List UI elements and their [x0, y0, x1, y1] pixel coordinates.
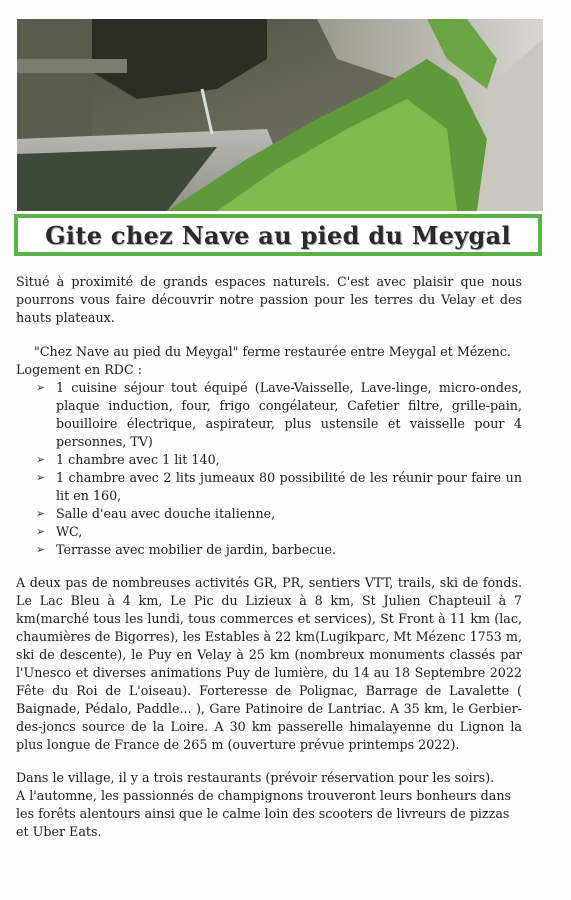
- list-item: ➢ WC,: [36, 524, 83, 539]
- header-photo: [17, 19, 543, 211]
- list-item: ➢ 1 cuisine séjour tout équipé (Lave-Vaisselle, Lave-linge, micro-ondes, plaque induction, four, frigo congélateur, Cafetier filtre, grille-pain, bouilloire électrique, aspirateur, plus ustensile et vaisselle pour 4 personnes, TV): [36, 380, 522, 449]
- list-item: ➢ Terrasse avec mobilier de jardin, barbecue.: [36, 542, 337, 557]
- list-item: ➢ 1 chambre avec 2 lits jumeaux 80 possibilité de les réunir pour faire un lit en 160,: [36, 470, 522, 503]
- village-line-champignons: A l'automne, les passionnés de champignons trouveront leurs bonheurs dans les forêts alentours ainsi que le calme loin des scooters de livreurs de pizzas et Uber Eats.: [16, 788, 512, 839]
- list-item: ➢ 1 chambre avec 1 lit 140,: [36, 452, 220, 467]
- fountain-photo-illustration: [17, 19, 543, 211]
- arrow-bullet-icon: ➢: [36, 543, 46, 556]
- logement-label: Logement en RDC :: [16, 362, 142, 377]
- village-line-restaurants: Dans le village, il y a trois restaurants (prévoir réservation pour les soirs).: [16, 770, 495, 785]
- arrow-bullet-icon: ➢: [36, 471, 46, 484]
- intro-paragraph: Situé à proximité de grands espaces naturels. C'est avec plaisir que nous pourrons vous faire découvrir notre passion pour les terres du Velay et des hauts plateaux.: [16, 274, 522, 325]
- arrow-bullet-icon: ➢: [36, 507, 46, 520]
- arrow-bullet-icon: ➢: [36, 381, 46, 394]
- logement-list: [16, 379, 522, 559]
- activites-paragraph: A deux pas de nombreuses activités GR, PR, sentiers VTT, trails, ski de fonds. Le Lac Bleu à 4 km, Le Pic du Lizieux à 8 km, St Julien Chapteuil à 7 km(marché tous les lundi, tous commerces et services), St Front à 11 km (lac, chaumières de Bigorres), les Estables à 22 km(Lugikparc, Mt Mézenc 1753 m, ski de descente), le Puy en Velay à 25 km (nombreux monuments classés par l'Unesco et diverses animations Puy de lumière, du 14 au 18 Septembre 2022 Fête du Roi de L'oiseau). Forteresse de Polignac, Barrage de Lavalette ( Baignade, Pédalo, Paddle... ), Gare Patinoire de Lantriac. A 35 km, le Gerbier-des-joncs source de la Loire. A 30 km passerelle himalayenne du Lignon la plus longue de France de 265 m (ouverture prévue printemps 2022).: [16, 575, 522, 752]
- village-paragraph: [16, 769, 522, 841]
- description-body: [16, 273, 522, 841]
- title-banner: [14, 214, 542, 256]
- arrow-bullet-icon: ➢: [36, 525, 46, 538]
- ferme-paragraph: "Chez Nave au pied du Meygal" ferme restaurée entre Meygal et Mézenc.: [34, 344, 511, 359]
- arrow-bullet-icon: ➢: [36, 453, 46, 466]
- page-title: Gite chez Nave au pied du Meygal: [45, 220, 511, 250]
- list-item: ➢ Salle d'eau avec douche italienne,: [36, 506, 276, 521]
